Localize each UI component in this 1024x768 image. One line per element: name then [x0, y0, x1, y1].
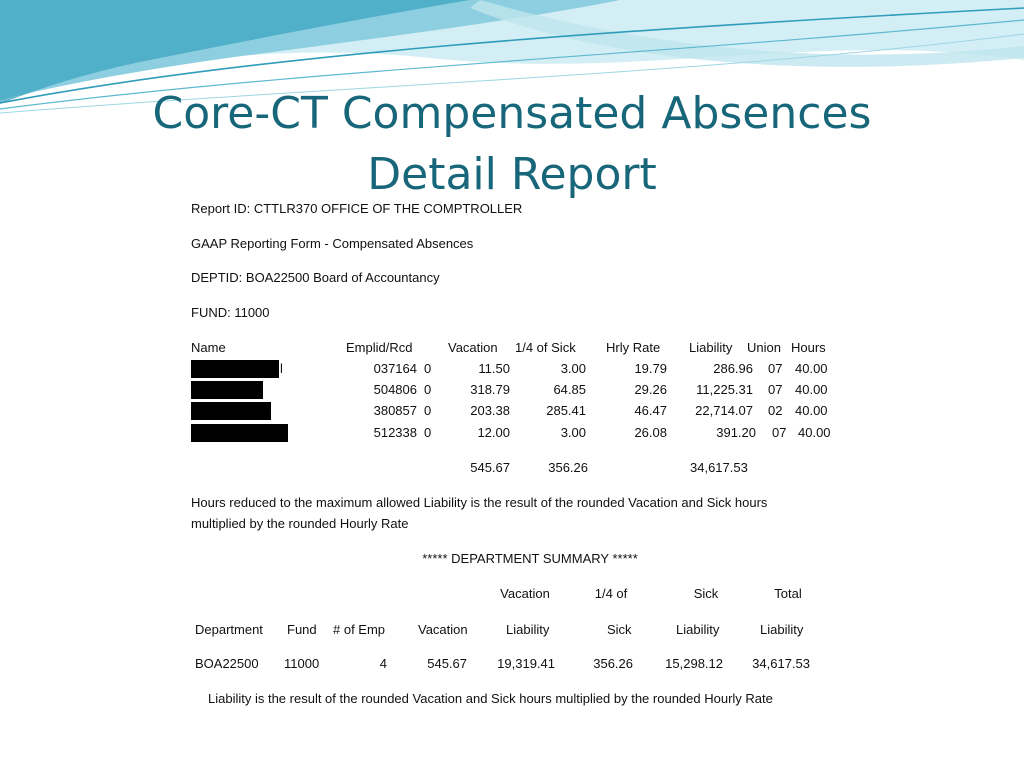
redacted-name-1 [191, 360, 279, 378]
summary-header-department: Department [195, 622, 263, 637]
summary-header-total-liability: Liability [760, 622, 804, 637]
row1-quarter-sick: 3.00 [560, 361, 586, 376]
note-line-1: Hours reduced to the maximum allowed Liability is the result of the rounded Vacation and Sick hours [191, 495, 768, 510]
summary-header-quarter-top: 1/4 of [594, 586, 628, 601]
redacted-name-3 [191, 402, 271, 420]
summary-header-vacation: Vacation [418, 622, 468, 637]
page-title-line-1: Core-CT Compensated Absences [152, 88, 872, 139]
row4-rcd: 0 [424, 425, 432, 440]
row2-union: 07 [768, 382, 783, 397]
col-header-name: Name [191, 340, 226, 355]
row2-vacation: 318.79 [470, 382, 510, 397]
summary-header-sick: Sick [607, 622, 632, 637]
redacted-name-4 [191, 424, 288, 442]
row1-emplid: 037164 [373, 361, 417, 376]
summary-header-vacation-top: Vacation [500, 586, 550, 601]
summary-sick: 356.26 [593, 656, 633, 671]
col-header-vacation: Vacation [448, 340, 498, 355]
summary-num-emp: 4 [379, 656, 387, 671]
total-vacation: 545.67 [470, 460, 510, 475]
col-header-quarter-sick: 1/4 of Sick [515, 340, 576, 355]
row3-quarter-sick: 285.41 [546, 403, 586, 418]
summary-department: BOA22500 [195, 656, 259, 671]
row3-vacation: 203.38 [470, 403, 510, 418]
row3-hrly-rate: 46.47 [634, 403, 667, 418]
row3-union: 02 [768, 403, 783, 418]
redacted-name-2 [191, 381, 263, 399]
row4-vacation: 12.00 [477, 425, 510, 440]
row4-union: 07 [772, 425, 787, 440]
row4-quarter-sick: 3.00 [560, 425, 586, 440]
col-header-hrly-rate: Hrly Rate [606, 340, 661, 355]
col-header-emplid: Emplid/Rcd [346, 340, 413, 355]
row2-quarter-sick: 64.85 [553, 382, 586, 397]
page-title-line-2: Detail Report [367, 149, 657, 200]
summary-sick-liability: 15,298.12 [665, 656, 723, 671]
total-liability: 34,617.53 [690, 460, 748, 475]
summary-header-num-emp: # of Emp [333, 622, 386, 637]
row1-hours: 40.00 [795, 361, 828, 376]
row1-liability: 286.96 [713, 361, 753, 376]
row4-emplid: 512338 [373, 425, 417, 440]
col-header-liability: Liability [689, 340, 733, 355]
summary-header-total-top: Total [774, 586, 802, 601]
row4-hrly-rate: 26.08 [634, 425, 667, 440]
row3-liability: 22,714.07 [695, 403, 753, 418]
summary-fund: 11000 [284, 656, 320, 671]
summary-header-vac-liability: Liability [506, 622, 550, 637]
row4-liability: 391.20 [716, 425, 756, 440]
row1-hrly-rate: 19.79 [634, 361, 667, 376]
row4-hours: 40.00 [798, 425, 831, 440]
deptid-line: DEPTID: BOA22500 Board of Accountancy [191, 270, 440, 285]
summary-footnote: Liability is the result of the rounded Vacation and Sick hours multiplied by the rounded Hourly Rate [208, 691, 773, 706]
summary-header-fund: Fund [287, 622, 317, 637]
report-id-line: Report ID: CTTLR370 OFFICE OF THE COMPTROLLER [191, 201, 523, 216]
row1-vacation: 11.50 [478, 361, 510, 376]
row2-emplid: 504806 [373, 382, 417, 397]
row2-hours: 40.00 [795, 382, 828, 397]
summary-header-sick-top: Sick [693, 586, 719, 601]
name-fragment-1: l [280, 361, 283, 376]
row2-rcd: 0 [424, 382, 432, 397]
row1-union: 07 [768, 361, 783, 376]
row2-hrly-rate: 29.26 [634, 382, 667, 397]
row3-rcd: 0 [424, 403, 432, 418]
summary-vac-liability: 19,319.41 [497, 656, 555, 671]
summary-total-liability: 34,617.53 [752, 656, 810, 671]
summary-vacation: 545.67 [427, 656, 467, 671]
col-header-hours: Hours [791, 340, 826, 355]
summary-heading: ***** DEPARTMENT SUMMARY ***** [422, 551, 638, 566]
note-line-2: multiplied by the rounded Hourly Rate [191, 516, 409, 531]
fund-line: FUND: 11000 [191, 305, 270, 320]
row2-liability: 11,225.31 [696, 382, 753, 397]
col-header-union: Union [747, 340, 781, 355]
row3-hours: 40.00 [795, 403, 828, 418]
summary-header-sick-liability: Liability [676, 622, 720, 637]
total-quarter-sick: 356.26 [548, 460, 588, 475]
form-line: GAAP Reporting Form - Compensated Absences [191, 236, 474, 251]
row3-emplid: 380857 [373, 403, 417, 418]
row1-rcd: 0 [424, 361, 432, 376]
